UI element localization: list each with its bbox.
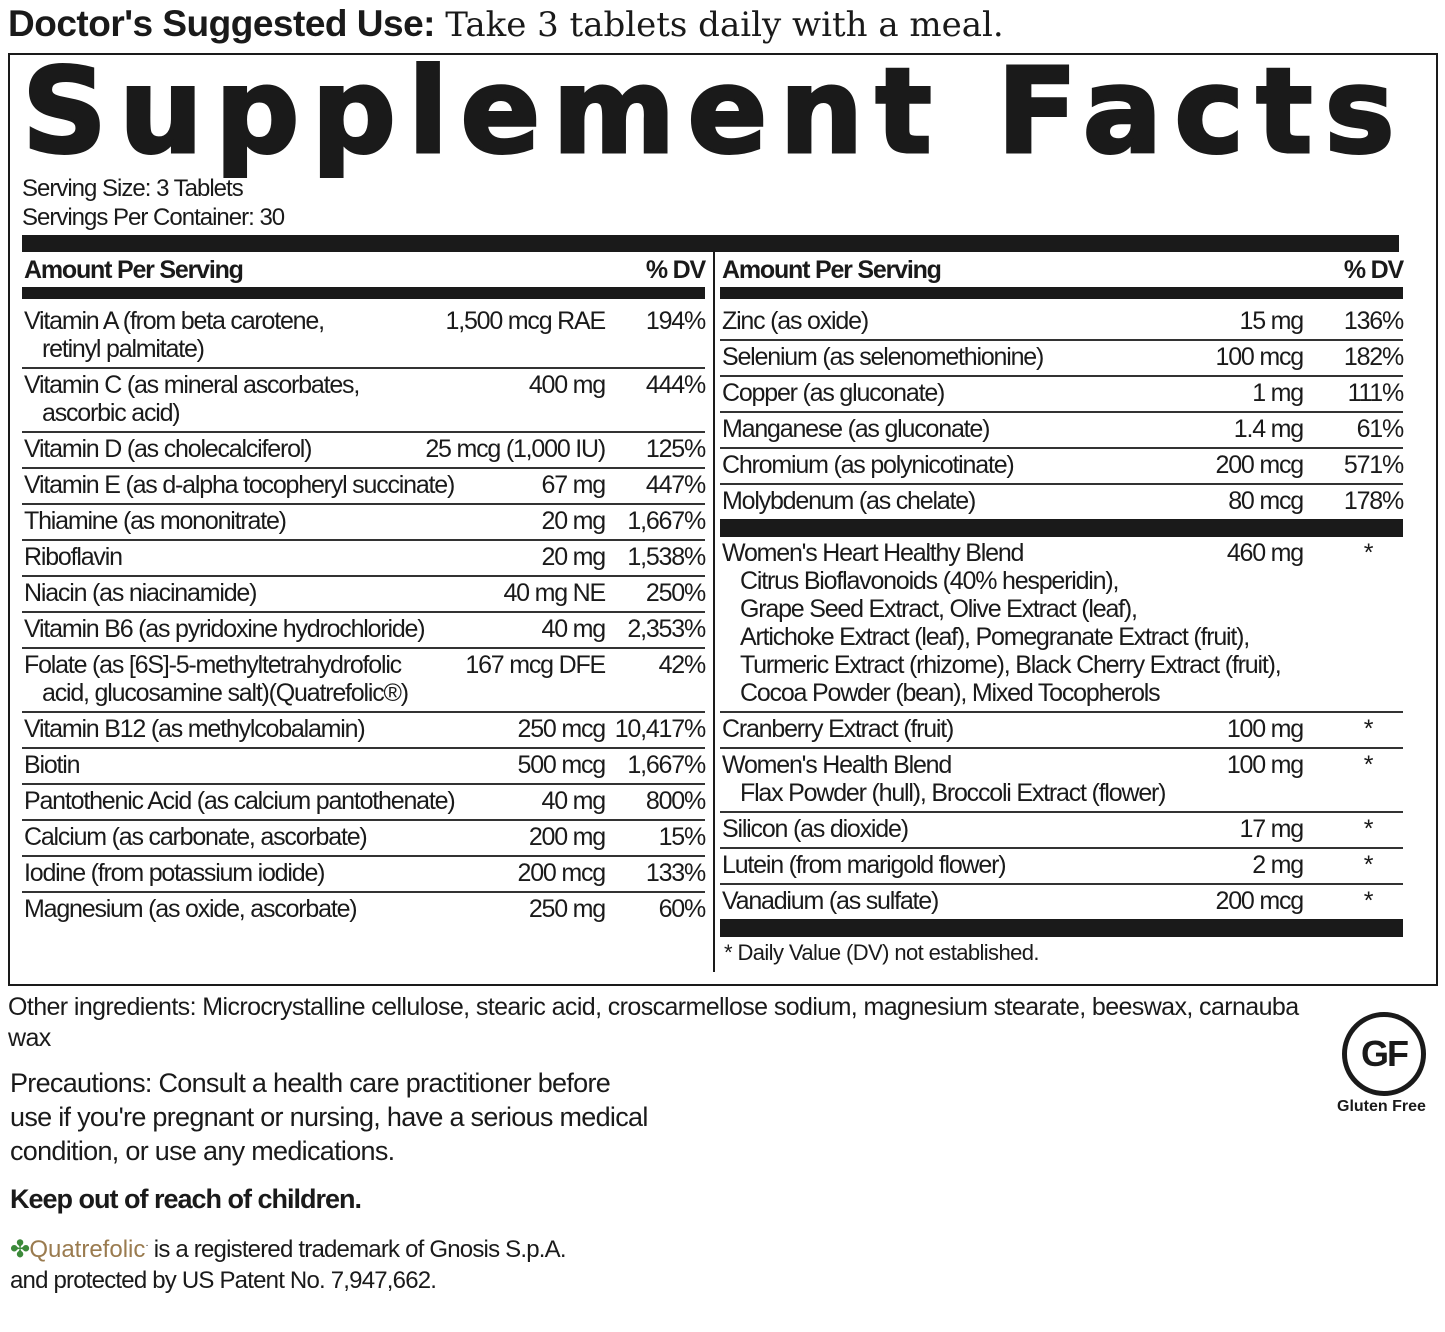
mineral-rows [720,305,1403,519]
daily-value: 42% [658,651,705,679]
right-column [720,253,1403,967]
nutrient-row [22,713,705,749]
nutrient-name: Vitamin D (as cholecalciferol) [24,435,312,463]
amount: 2 mg [1252,851,1303,879]
daily-value: 178% [1343,487,1403,515]
blend-rows [720,537,1403,919]
nutrient-name: Thiamine (as mononitrate) [24,507,286,535]
bottom-notes [10,1066,650,1296]
daily-value: 194% [645,307,705,335]
daily-value: 10,417% [614,715,705,743]
amount: 40 mg [541,787,605,815]
amount: 500 mcg [517,751,605,779]
amount: 200 mg [528,823,605,851]
header-dv: % DV [645,256,705,284]
nutrient-row [22,541,705,577]
nutrient-row [720,341,1403,377]
nutrient-line [24,543,705,571]
daily-value: 1,667% [627,751,705,779]
nutrient-line [24,471,705,499]
nutrient-row [720,413,1403,449]
blend-ingredient: Turmeric Extract (rhizome), Black Cherry Extract (fruit), [740,651,1281,679]
blend-ingredient: Grape Seed Extract, Olive Extract (leaf), [740,595,1137,623]
gluten-free-label: Gluten Free [1337,1098,1426,1115]
daily-value: * [1363,887,1373,915]
daily-value: 2,353% [627,615,705,643]
nutrient-name: Cranberry Extract (fruit) [722,715,954,743]
nutrient-row [720,885,1403,919]
left-column [22,253,705,927]
nutrient-line [722,343,1403,371]
amount: 100 mg [1226,751,1303,779]
daily-value: * [1363,539,1373,567]
divider-thick [22,235,1399,252]
suggested-use [8,2,1004,47]
amount: 250 mcg [517,715,605,743]
daily-value: 1,667% [627,507,705,535]
trademark-text: is a registered trademark of Gnosis S.p.A. and protected by US Patent No. 7,947,662. [10,1236,566,1294]
nutrient-row [22,893,705,927]
nutrient-row [720,713,1403,749]
nutrient-name: Selenium (as selenomethionine) [722,343,1044,371]
amount: 40 mg [541,615,605,643]
nutrient-line [722,379,1403,407]
nutrient-row [22,433,705,469]
nutrient-line [722,451,1403,479]
header-amount: Amount Per Serving [722,256,941,284]
nutrient-line [722,715,1403,743]
daily-value: 571% [1343,451,1403,479]
blend-ingredient: Citrus Bioflavonoids (40% hesperidin), [740,567,1119,595]
registered-mark: · [145,1240,148,1251]
amount: 200 mcg [517,859,605,887]
nutrient-name: Vitamin C (as mineral ascorbates, [24,371,360,399]
daily-value: 182% [1343,343,1403,371]
footnote: * Daily Value (DV) not established. [724,940,1039,965]
amount: 100 mcg [1215,343,1303,371]
nutrient-row [720,449,1403,485]
divider-thick [720,287,1403,299]
daily-value: 136% [1343,307,1403,335]
nutrient-sublabel: acid, glucosamine salt)(Quatrefolic®) [42,679,408,707]
suggested-use-text: Take 3 tablets daily with a meal. [445,5,1004,45]
amount: 250 mg [528,895,605,923]
left-rows [22,305,705,927]
daily-value: * [1363,851,1373,879]
daily-value: * [1363,815,1373,843]
header-dv: % DV [1343,256,1403,284]
nutrient-row [22,505,705,541]
nutrient-name: Vitamin A (from beta carotene, [24,307,324,335]
nutrient-name: Iodine (from potassium iodide) [24,859,325,887]
nutrient-row [22,469,705,505]
nutrient-sublabels [722,567,1403,707]
nutrient-name: Women's Health Blend [722,751,952,779]
quatrefolic-logo: Quatrefolic [29,1236,146,1263]
nutrient-row [720,537,1403,713]
divider-thick [720,519,1403,537]
nutrient-sublabels [24,679,705,707]
nutrient-name: Lutein (from marigold flower) [722,851,1006,879]
blend-ingredient: Cocoa Powder (bean), Mixed Tocopherols [740,679,1160,707]
nutrient-line [722,851,1403,879]
nutrient-row [720,305,1403,341]
nutrient-line [24,507,705,535]
serving-size: Serving Size: 3 Tablets [22,175,243,202]
amount: 1,500 mcg RAE [445,307,605,335]
nutrient-name: Riboflavin [24,543,122,571]
daily-value: * [1363,751,1373,779]
amount: 167 mcg DFE [465,651,605,679]
amount: 67 mg [541,471,605,499]
precautions: Precautions: Consult a health care practitioner before use if you're pregnant or nursing, have a serious medical condition, or use any medications. [10,1068,648,1166]
supplement-facts-panel [8,42,1438,986]
servings-per-container: Servings Per Container: 30 [22,204,285,231]
nutrient-line [722,307,1403,335]
nutrient-name: Vanadium (as sulfate) [722,887,939,915]
amount: 1.4 mg [1233,415,1303,443]
nutrient-sublabels [24,399,705,427]
daily-value: * [1363,715,1373,743]
amount: 20 mg [541,507,605,535]
nutrient-row [22,749,705,785]
nutrient-line [24,895,705,923]
nutrient-sublabel: retinyl palmitate) [42,335,204,363]
nutrient-line [722,887,1403,915]
nutrient-name: Zinc (as oxide) [722,307,868,335]
daily-value: 61% [1356,415,1403,443]
keep-out-warning: Keep out of reach of children. [10,1184,362,1214]
nutrient-row [720,749,1403,813]
clover-icon: ✤ [10,1236,30,1263]
other-ingredients: Other ingredients: Microcrystalline cellulose, stearic acid, croscarmellose sodium, magnesium stearate, beeswax, carnauba wax [8,993,1299,1052]
nutrient-line [722,751,1403,779]
nutrient-name: Vitamin B6 (as pyridoxine hydrochloride) [24,615,425,643]
daily-value: 447% [645,471,705,499]
nutrient-sublabel: ascorbic acid) [42,399,180,427]
blend-ingredient: Artichoke Extract (leaf), Pomegranate Extract (fruit), [740,623,1250,651]
column-header [22,253,705,287]
nutrient-line [722,815,1403,843]
amount: 80 mcg [1228,487,1303,515]
nutrient-row [22,857,705,893]
amount: 200 mcg [1215,887,1303,915]
nutrient-name: Molybdenum (as chelate) [722,487,976,515]
amount: 400 mg [528,371,605,399]
suggested-use-label: Doctor's Suggested Use: [8,3,435,44]
amount: 100 mg [1226,715,1303,743]
nutrient-row [22,785,705,821]
header-amount: Amount Per Serving [24,256,243,284]
nutrient-name: Pantothenic Acid (as calcium pantothenate) [24,787,455,815]
nutrient-row [22,305,705,369]
nutrient-line [24,715,705,743]
nutrient-name: Copper (as gluconate) [722,379,945,407]
blend-ingredient: Flax Powder (hull), Broccoli Extract (flower) [740,779,1166,807]
nutrient-row [22,577,705,613]
daily-value: 133% [645,859,705,887]
nutrient-name: Vitamin E (as d-alpha tocopheryl succinate) [24,471,455,499]
column-divider [713,252,715,972]
amount: 25 mcg (1,000 IU) [425,435,605,463]
nutrient-line [722,539,1403,567]
nutrient-row [22,369,705,433]
nutrient-line [24,579,705,607]
nutrient-line [24,751,705,779]
amount: 1 mg [1252,379,1303,407]
nutrient-line [722,415,1403,443]
nutrient-name: Niacin (as niacinamide) [24,579,257,607]
nutrient-row [720,849,1403,885]
daily-value: 800% [645,787,705,815]
nutrient-name: Chromium (as polynicotinate) [722,451,1014,479]
daily-value: 15% [658,823,705,851]
amount: 460 mg [1226,539,1303,567]
nutrient-row [720,377,1403,413]
column-header [720,253,1403,287]
nutrient-line [24,859,705,887]
daily-value: 111% [1347,379,1403,407]
panel-title: Supplement Facts [22,42,1407,180]
nutrient-sublabels [24,335,705,363]
daily-value: 250% [645,579,705,607]
nutrient-line [24,651,705,679]
divider-thick [720,919,1403,937]
daily-value: 1,538% [627,543,705,571]
nutrient-name: Calcium (as carbonate, ascorbate) [24,823,367,851]
nutrient-name: Vitamin B12 (as methylcobalamin) [24,715,365,743]
nutrient-line [722,487,1403,515]
trademark-note [10,1230,570,1296]
nutrient-line [24,823,705,851]
nutrient-line [24,307,705,335]
gluten-free-icon: GF [1342,1012,1426,1096]
divider-thick [22,287,705,299]
daily-value: 60% [658,895,705,923]
amount: 17 mg [1239,815,1303,843]
amount: 15 mg [1239,307,1303,335]
nutrient-name: Silicon (as dioxide) [722,815,908,843]
nutrient-name: Magnesium (as oxide, ascorbate) [24,895,357,923]
amount: 200 mcg [1215,451,1303,479]
nutrient-name: Women's Heart Healthy Blend [722,539,1024,567]
nutrient-row [22,821,705,857]
amount: 20 mg [541,543,605,571]
nutrient-row [720,485,1403,519]
nutrient-line [24,787,705,815]
nutrient-line [24,435,705,463]
nutrient-line [24,371,705,399]
nutrient-sublabels [722,779,1403,807]
nutrient-name: Biotin [24,751,80,779]
nutrient-row [720,813,1403,849]
nutrient-line [24,615,705,643]
daily-value: 125% [645,435,705,463]
amount: 40 mg NE [503,579,605,607]
nutrient-name: Folate (as [6S]-5-methyltetrahydrofolic [24,651,401,679]
daily-value: 444% [645,371,705,399]
nutrient-row [22,613,705,649]
nutrient-row [22,649,705,713]
nutrient-name: Manganese (as gluconate) [722,415,990,443]
